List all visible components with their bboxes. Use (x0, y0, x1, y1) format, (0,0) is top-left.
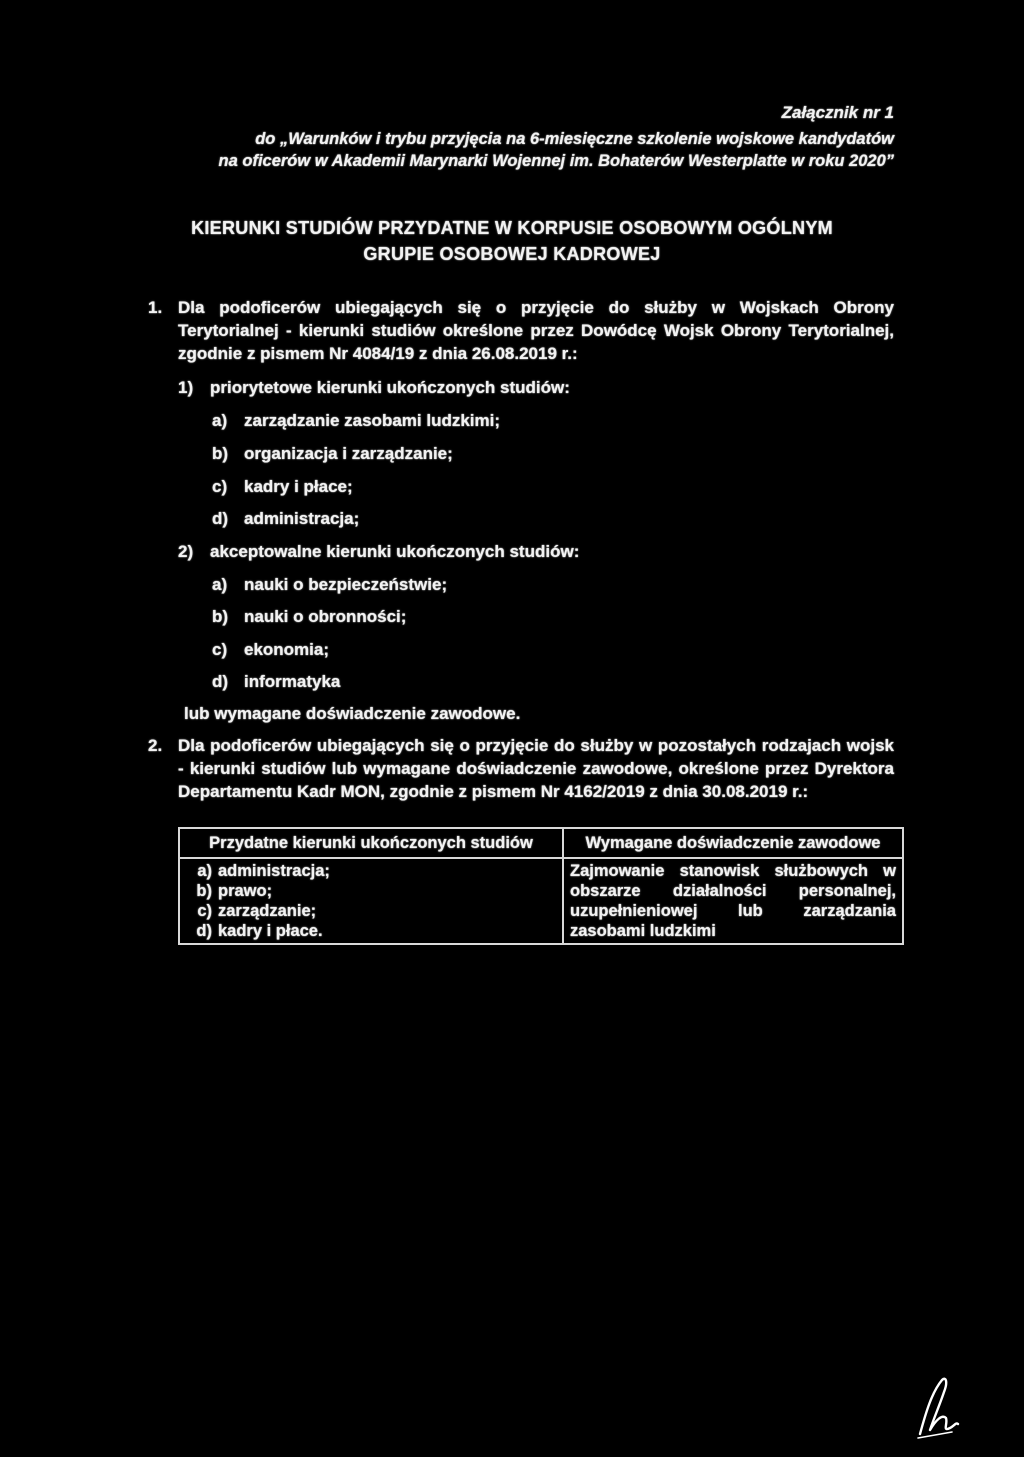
list-item (212, 410, 500, 432)
list-item-label: d) (212, 509, 229, 528)
list-item (186, 861, 556, 881)
annex-subtitle-line1: do „Warunków i trybu przyjęcia na 6-miesięczne szkolenie wojskowe kandydatów (255, 130, 894, 148)
list-item-text: administracja; (244, 509, 360, 528)
section-1-text: Dla podoficerów ubiegających się o przyjęcie do służby w Wojskach Obrony Terytorialnej - kierunki studiów określone przez Dowódcę Wojsk Obrony Terytorialnej, zgodnie z pismem Nr 4084/19 z dnia 26.08.2019 r.: (178, 298, 894, 363)
list-item (212, 476, 353, 498)
list-item-label: b) (212, 444, 229, 463)
list-item-text: kadry i płace; (244, 477, 353, 496)
list-item-text: zarządzanie zasobami ludzkimi; (244, 411, 501, 430)
list-item-label: c) (212, 640, 228, 659)
table-cell-experience: Zajmowanie stanowisk służbowych w obszarze działalności personalnej, uzupełnieniowej lub zarządzania zasobami ludzkimi (563, 858, 903, 944)
list-item-text: zarządzanie; (218, 902, 317, 920)
list-item-text: ekonomia; (244, 640, 330, 659)
annex-subtitle (150, 128, 894, 172)
list-item (186, 901, 556, 921)
list-item (212, 639, 329, 661)
section-2-paragraph (148, 734, 894, 803)
list-item (186, 921, 556, 941)
document-heading (130, 215, 894, 267)
list-item-label: a) (197, 862, 212, 880)
list-item (212, 671, 340, 693)
list-item (186, 881, 556, 901)
section-1-closing: lub wymagane doświadczenie zawodowe. (184, 704, 521, 723)
list-item-label: d) (212, 672, 229, 691)
list-item-label: c) (197, 902, 212, 920)
list-item (212, 574, 447, 596)
list-item-text: kadry i płace. (218, 922, 323, 940)
list-item-label: c) (212, 477, 228, 496)
annex-title: Załącznik nr 1 (781, 103, 894, 122)
section-1-number: 1. (148, 298, 163, 317)
requirements-table (178, 827, 904, 945)
group-2-title-text: akceptowalne kierunki ukończonych studiów: (210, 542, 580, 561)
group-2-number: 2) (178, 542, 194, 561)
annex-subtitle-line2: na oficerów w Akademii Marynarki Wojennej im. Bohaterów Westerplatte w roku 2020” (218, 152, 894, 170)
list-item-text: nauki o obronności; (244, 607, 407, 626)
list-item-text: prawo; (218, 882, 273, 900)
list-item-label: a) (212, 411, 228, 430)
list-item-text: informatyka (244, 672, 341, 691)
heading-line1: KIERUNKI STUDIÓW PRZYDATNE W KORPUSIE OSOBOWYM OGÓLNYM (191, 218, 833, 238)
list-item-label: b) (196, 882, 212, 900)
table-header-experience: Wymagane doświadczenie zawodowe (563, 828, 903, 858)
handwritten-signature (912, 1372, 962, 1442)
list-item-text: nauki o bezpieczeństwie; (244, 575, 448, 594)
group-2-title (178, 541, 579, 563)
heading-line2: GRUPIE OSOBOWEJ KADROWEJ (363, 244, 661, 264)
table-header-studies: Przydatne kierunki ukończonych studiów (179, 828, 563, 858)
section-2-number: 2. (148, 736, 163, 755)
list-item-label: b) (212, 607, 229, 626)
list-item (212, 606, 406, 628)
list-item-text: administracja; (218, 862, 330, 880)
section-2-text: Dla podoficerów ubiegających się o przyjęcie do służby w pozostałych rodzajach wojsk - kierunki studiów lub wymagane doświadczenie zawodowe, określone przez Dyrektora Departamentu Kadr MON, zgodnie z pismem Nr 4162/2019 z dnia 30.08.2019 r.: (178, 736, 894, 801)
table-row (179, 858, 903, 944)
group-1-number: 1) (178, 378, 194, 397)
list-item-label: a) (212, 575, 228, 594)
list-item-label: d) (196, 922, 212, 940)
list-item (212, 508, 359, 530)
table-header-row (179, 828, 903, 858)
list-item (212, 443, 453, 465)
group-1-title-text: priorytetowe kierunki ukończonych studiów: (210, 378, 570, 397)
group-1-title (178, 377, 570, 399)
table-cell-studies (179, 858, 563, 944)
section-1-paragraph (148, 296, 894, 365)
list-item-text: organizacja i zarządzanie; (244, 444, 453, 463)
